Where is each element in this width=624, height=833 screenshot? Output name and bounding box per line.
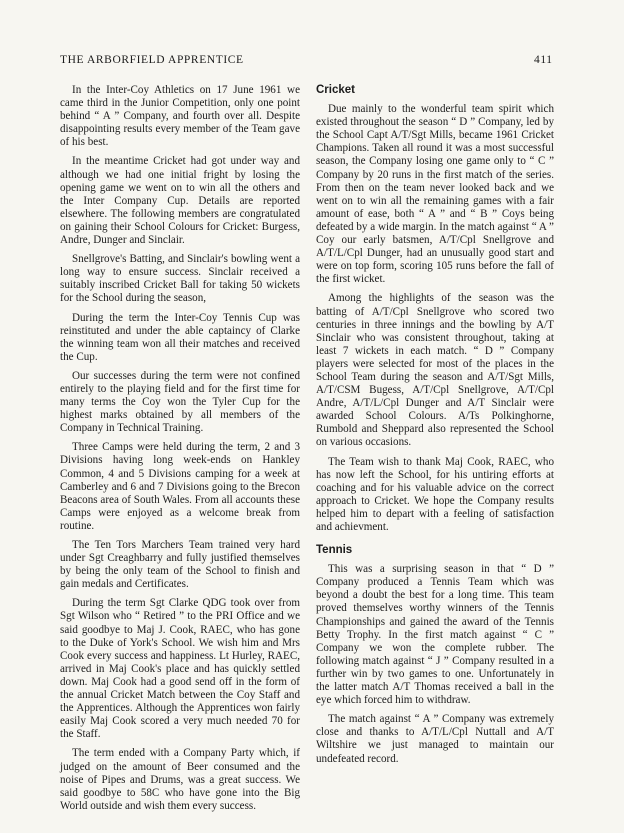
paragraph-batting-bowling: Snellgrove's Batting, and Sinclair's bowling went a long way to ensure success. Sinclair received a suitably inscribed Cricket Ball for taking 50 wickets for the School during the season, <box>60 253 300 305</box>
paragraph-camps: Three Camps were held during the term, 2 and 3 Divisions having long week-ends on Hankley Common, 4 and 5 Divisions camping for a week at Camberley and 6 and 7 Divisions going to the Brecon Beacons area of South Wales. From all accounts these Camps were enjoyed as a welcome break from routine. <box>60 441 300 532</box>
paragraph-cricket-season: Due mainly to the wonderful team spirit which existed throughout the season “ D ” Company, led by the School Capt A/T/Sgt Mills, became 1961 Cricket Champions. Taken all round it was a most successful season, the Company losing one game only to “ C ” Company by 20 runs in the first match of the series. From then on the team never looked back and we went on to win all the remaining games with a fair amount of ease, both “ A ” and “ B ” Coys being defeated by a wide margin. In the match against “ A ” Coy our early batsmen, A/T/Cpl Snellgrove and A/T/L/Cpl Dunger, had an unusually good start and were on top form, scoring 105 runs before the fall of the first wicket. <box>316 103 554 286</box>
page-number: 411 <box>534 54 553 66</box>
paragraph-staff-changes: During the term Sgt Clarke QDG took over from Sgt Wilson who “ Retired ” to the PRI Office and we said goodbye to Maj J. Cook, RAEC, who has gone to the Duke of York's School. We wish him and Mrs Cook every success and happiness. Lt Hurley, RAEC, arrived in Maj Cook's place and has quickly settled down. Maj Cook had a good send off in the form of the annual Cricket Match between the Coy Staff and the Apprentices. Although the Apprentices won fairly easily Maj Cook scored a very much needed 70 for the Staff. <box>60 597 300 741</box>
paragraph-cricket-highlights: Among the highlights of the season was the batting of A/T/Cpl Snellgrove who scored two centuries in three innings and the bowling by A/T Sinclair who was consistent throughout, taking at least 7 wickets in each match. “ D ” Company players were selected for most of the places in the School Team during the season and A/T/Sgt Mills, A/T/CSM Bugess, A/T/Cpl Snellgrove, A/T/Cpl Andre, A/T/L/Cpl Dunger and A/T Sinclair were awarded School Colours. A/Ts Polkinghorne, Rumbold and Sheppard also represented the School on various occasions. <box>316 292 554 449</box>
paragraph-tennis-cup: During the term the Inter-Coy Tennis Cup was reinstituted and under the able captaincy of Clarke the winning team won all their matches and received the Cup. <box>60 311 300 363</box>
paragraph-ten-tors: The Ten Tors Marchers Team trained very hard under Sgt Creaghbarry and fully justified themselves by being the only team of the School to finish and gain medals and Certificates. <box>60 539 300 591</box>
left-column <box>60 84 300 819</box>
paragraph-athletics: In the Inter-Coy Athletics on 17 June 1961 we came third in the Junior Competition, only one point behind “ A ” Company, and fourth over all. Despite disappointing results every member of the Team gave of his best. <box>60 84 300 149</box>
section-heading-cricket: Cricket <box>316 84 355 96</box>
paragraph-tennis-match-a: The match against “ A ” Company was extremely close and thanks to A/T/L/Cpl Nuttall and A/T Wiltshire we just managed to maintain our undefeated record. <box>316 713 554 765</box>
paragraph-tennis-season: This was a surprising season in that “ D ” Company produced a Tennis Team which was beyond a doubt the best for a long time. This team proved themselves worthy winners of the Tennis Championships and gained the award of the Tennis Betty Trophy. In the first match against “ C ” Company we won the complete rubber. The following match against “ J ” Company resulted in a further win by two games to one. Unfortunately in the latter match A/T Thomas received a ball in the eye which forced him to withdraw. <box>316 563 554 707</box>
paragraph-cricket-thanks: The Team wish to thank Maj Cook, RAEC, who has now left the School, for his untiring efforts at coaching and for his valuable advice on the correct approach to Cricket. We hope the Company results helped him to depart with a feeling of satisfaction and achievment. <box>316 455 554 533</box>
paragraph-tyler-cup: Our successes during the term were not confined entirely to the playing field and for the first time for many terms the Coy won the Tyler Cup for the highest marks obtained by all members of the Company in Technical Training. <box>60 369 300 435</box>
section-heading-tennis: Tennis <box>316 544 353 557</box>
paragraph-company-party: The term ended with a Company Party which, if judged on the amount of Beer consumed and the noise of Pipes and Drums, was a great success. We said goodbye to 58C who have gone into the Big World outside and wish them every success. <box>60 747 300 812</box>
running-header <box>60 54 553 70</box>
paragraph-cricket-summary: In the meantime Cricket had got under way and although we had one initial fright by losing the opening game we went on to win all the others and the Inter Company Cup. Details are reported elsewhere. The following members are congratulated on gaining their School Colours for Cricket: Burgess, Andre, Dunger and Sinclair. <box>60 155 300 247</box>
right-column <box>316 84 554 772</box>
running-title: THE ARBORFIELD APPRENTICE <box>60 54 244 66</box>
